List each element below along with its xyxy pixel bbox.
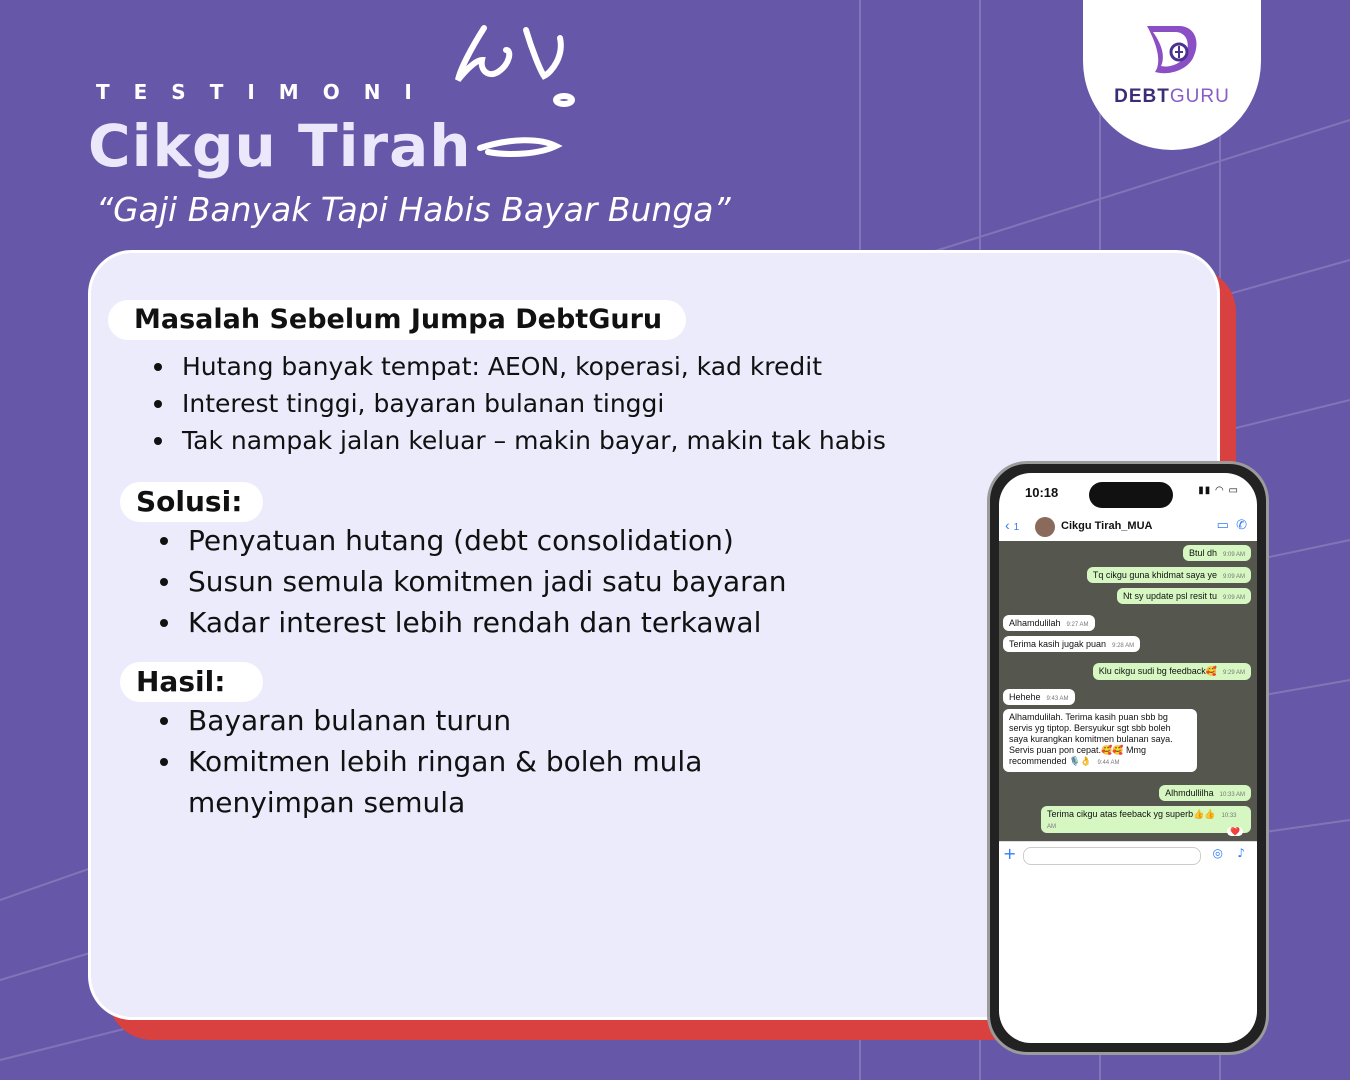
message-time: 10:33 AM bbox=[1219, 792, 1245, 798]
list-item: Penyatuan hutang (debt consolidation) bbox=[158, 520, 958, 561]
message-text: Klu cikgu sudi bg feedback🥰 bbox=[1098, 666, 1217, 676]
chat-message bbox=[1041, 806, 1251, 833]
customer-name: Cikgu Tirah bbox=[88, 112, 472, 180]
signal-wifi-battery-icon: ▮▮ ◠ ▭ bbox=[1198, 485, 1239, 496]
section-heading-masalah-label: Masalah Sebelum Jumpa DebtGuru bbox=[134, 304, 663, 335]
avatar[interactable] bbox=[1035, 517, 1055, 537]
decorative-swirl-icon bbox=[440, 20, 590, 170]
list-item: Komitmen lebih ringan & boleh mula menyimpan semula bbox=[158, 741, 758, 823]
message-text: Nt sy update psl resit tu bbox=[1122, 591, 1217, 601]
phone-mockup bbox=[987, 461, 1269, 1055]
message-time: 9:09 AM bbox=[1222, 595, 1245, 601]
section-heading-solusi-label: Solusi: bbox=[136, 485, 243, 518]
list-item: Kadar interest lebih rendah dan terkawal bbox=[158, 602, 958, 643]
phone-call-icon[interactable]: ✆ bbox=[1236, 517, 1247, 532]
debtguru-logo-icon bbox=[1139, 18, 1205, 80]
chat-message bbox=[1183, 545, 1251, 561]
message-text: Alhamdulilah bbox=[1009, 618, 1061, 628]
list-item: Hutang banyak tempat: AEON, koperasi, kad kredit bbox=[152, 348, 972, 385]
section-heading-masalah bbox=[108, 300, 686, 340]
solusi-list bbox=[158, 520, 958, 643]
video-call-icon[interactable]: ▭ bbox=[1216, 517, 1229, 532]
message-time: 9:43 AM bbox=[1046, 696, 1069, 702]
chat-message bbox=[1003, 709, 1197, 772]
chat-area bbox=[999, 541, 1257, 841]
section-heading-hasil bbox=[120, 662, 263, 702]
section-heading-hasil-label: Hasil: bbox=[136, 665, 226, 698]
list-item: Susun semula komitmen jadi satu bayaran bbox=[158, 561, 958, 602]
camera-icon[interactable]: ◎ bbox=[1212, 846, 1223, 860]
message-text: Alhmdullilha bbox=[1165, 788, 1214, 798]
phone-screen bbox=[999, 473, 1257, 1043]
list-item: Tak nampak jalan keluar – makin bayar, makin tak habis bbox=[152, 422, 972, 459]
chat-message bbox=[1003, 689, 1075, 705]
status-bar bbox=[999, 473, 1257, 517]
list-item: Bayaran bulanan turun bbox=[158, 700, 758, 741]
message-text: Tq cikgu guna khidmat saya ye bbox=[1092, 570, 1217, 580]
section-heading-solusi bbox=[120, 482, 263, 522]
message-time: 9:29 AM bbox=[1222, 670, 1245, 676]
heart-reaction-icon: ❤️ bbox=[1227, 827, 1243, 836]
list-item: Interest tinggi, bayaran bulanan tinggi bbox=[152, 385, 972, 422]
message-time: 9:09 AM bbox=[1222, 552, 1245, 558]
hasil-list bbox=[158, 700, 758, 823]
plus-icon[interactable]: + bbox=[1003, 844, 1017, 863]
message-time: 9:27 AM bbox=[1066, 622, 1089, 628]
back-count: 1 bbox=[1013, 522, 1020, 533]
message-input[interactable] bbox=[1023, 847, 1201, 865]
chat-message bbox=[1159, 785, 1251, 801]
call-icons bbox=[1217, 517, 1247, 533]
masalah-list bbox=[152, 348, 972, 459]
logo-word-debt: DEBT bbox=[1114, 86, 1170, 107]
chat-header bbox=[999, 513, 1257, 541]
message-text: Terima kasih jugak puan bbox=[1009, 639, 1107, 649]
chat-message bbox=[1117, 588, 1251, 604]
dynamic-island bbox=[1089, 482, 1173, 508]
message-text: Btul dh bbox=[1188, 548, 1217, 558]
message-text: Alhamdulilah. Terima kasih puan sbb bg servis yg tiptop. Bersyukur sgt sbb boleh saya kurangkan komitmen bulanan saya. Servis puan pon cepat.🥰🥰 Mmg recommended 🎙️👌 bbox=[1009, 712, 1173, 766]
message-time: 10:33 AM bbox=[1047, 813, 1237, 830]
message-text: Hehehe bbox=[1009, 692, 1041, 702]
chat-message bbox=[1093, 663, 1251, 680]
chat-contact-name[interactable]: Cikgu Tirah_MUA bbox=[1061, 520, 1153, 532]
testimonial-tagline: “Gaji Banyak Tapi Habis Bayar Bunga” bbox=[96, 190, 731, 229]
microphone-icon[interactable]: ♪ bbox=[1237, 846, 1245, 860]
message-time: 9:28 AM bbox=[1112, 643, 1135, 649]
testimoni-label: TESTIMONI bbox=[96, 80, 436, 104]
chat-message bbox=[1087, 567, 1251, 583]
logo-word-guru: GURU bbox=[1169, 86, 1230, 107]
message-text: Terima cikgu atas feeback yg superb👍👍 bbox=[1047, 809, 1216, 819]
chat-input-bar bbox=[999, 841, 1257, 868]
back-button[interactable]: ‹ 1 bbox=[1005, 517, 1020, 533]
logo-wordmark bbox=[1114, 86, 1230, 108]
chat-message bbox=[1003, 615, 1095, 631]
chat-message bbox=[1003, 636, 1140, 652]
message-time: 9:09 AM bbox=[1222, 574, 1245, 580]
message-time: 9:44 AM bbox=[1097, 760, 1120, 766]
status-time: 10:18 bbox=[1025, 485, 1059, 500]
